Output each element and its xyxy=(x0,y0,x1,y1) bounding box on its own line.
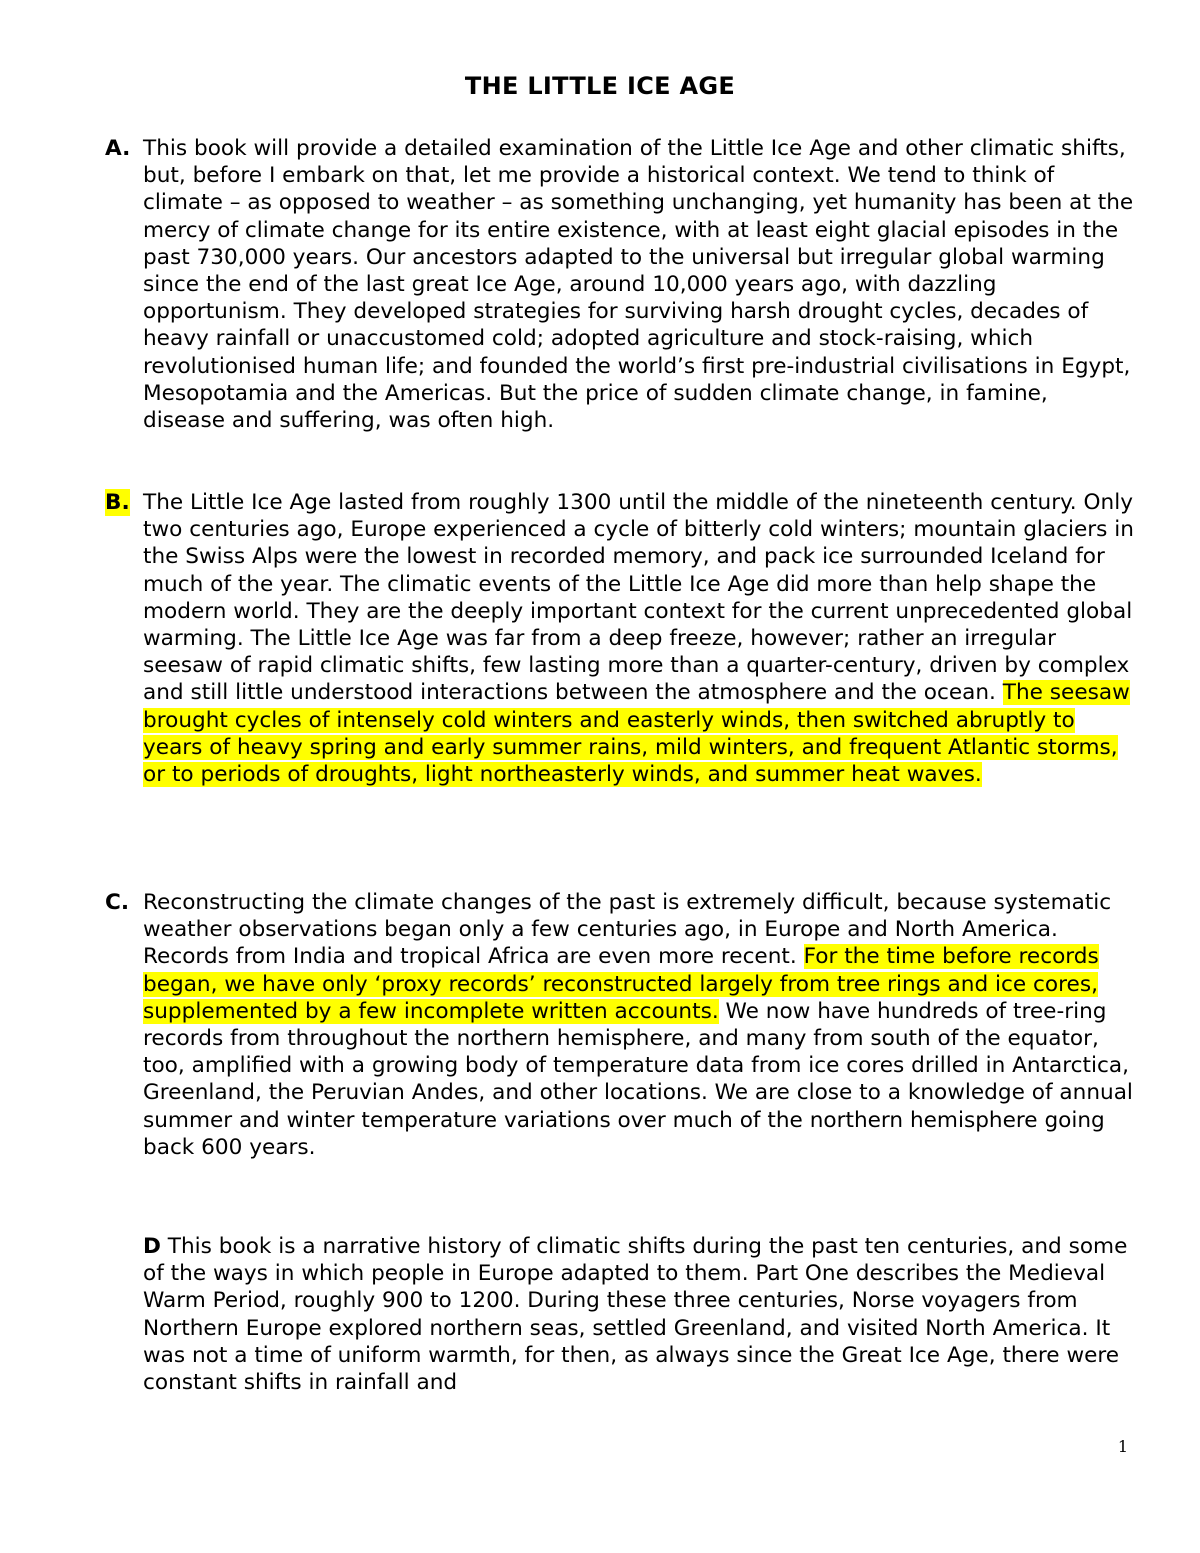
paragraph-d xyxy=(105,1233,1135,1396)
paragraph-marker-c: C. xyxy=(105,890,130,915)
document-title: THE LITTLE ICE AGE xyxy=(464,72,736,100)
paragraph-c-body xyxy=(143,889,1135,1161)
paragraph-c xyxy=(105,889,1135,1161)
paragraph-c-highlight: For the time before records began, we have only ‘proxy records’ reconstructed largely from tree rings and ice cores, supplemented by a few incomplete written accounts. xyxy=(143,944,1099,1024)
page-number: 1 xyxy=(1117,1437,1128,1456)
paragraph-b-highlight: The seesaw brought cycles of intensely cold winters and easterly winds, then switched abruptly to years of heavy spring and early summer rains, mild winters, and frequent Atlantic storms, or to periods of droughts, light northeasterly winds, and summer heat waves. xyxy=(143,680,1130,788)
paragraph-marker-b: B. xyxy=(105,490,130,515)
paragraph-b-body xyxy=(143,489,1135,788)
paragraph-d-body xyxy=(143,1233,1135,1396)
paragraph-b-text: The Little Ice Age lasted from roughly 1300 until the middle of the nineteenth century. Only two centuries ago, Europe experienced a cycle of bitterly cold winters; mountain glaciers in the Swiss Alps were the lowest in recorded memory, and pack ice surrounded Iceland for much of the year. The climatic events of the Little Ice Age did more than help shape the modern world. They are the deeply important context for the current unprecedented global warming. The Little Ice Age was far from a deep freeze, however; rather an irregular seesaw of rapid climatic shifts, few lasting more than a quarter-century, driven by complex and still little understood interactions between the atmosphere and the ocean. xyxy=(143,490,1134,706)
paragraph-marker-d: D xyxy=(143,1234,161,1259)
paragraph-a xyxy=(105,135,1135,434)
paragraph-marker-a: A. xyxy=(105,136,131,161)
paragraph-b xyxy=(105,489,1135,788)
paragraph-a-text: This book will provide a detailed examination of the Little Ice Age and other climatic shifts, but, before I embark on that, let me provide a historical context. We tend to think of climate – as opposed to weather – as something unchanging, yet humanity has been at the mercy of climate change for its entire existence, with at least eight glacial episodes in the past 730,000 years. Our ancestors adapted to the universal but irregular global warming since the end of the last great Ice Age, around 10,000 years ago, with dazzling opportunism. They developed strategies for surviving harsh drought cycles, decades of heavy rainfall or unaccustomed cold; adopted agriculture and stock-raising, which revolutionised human life; and founded the world’s first pre-industrial civilisations in Egypt, Mesopotamia and the Americas. But the price of sudden climate change, in famine, disease and suffering, was often high. xyxy=(143,136,1134,434)
paragraph-d-text: This book is a narrative history of climatic shifts during the past ten centuries, and some of the ways in which people in Europe adapted to them. Part One describes the Medieval Warm Period, roughly 900 to 1200. During these three centuries, Norse voyagers from Northern Europe explored northern seas, settled Greenland, and visited North America. It was not a time of uniform warmth, for then, as always since the Great Ice Age, there were constant shifts in rainfall and xyxy=(143,1234,1128,1396)
paragraph-c-text-after: We now have hundreds of tree-ring records from throughout the northern hemisphere, and many from south of the equator, too, amplified with a growing body of temperature data from ice cores drilled in Antarctica, Greenland, the Peruvian Andes, and other locations. We are close to a knowledge of annual summer and winter temperature variations over much of the northern hemisphere going back 600 years. xyxy=(143,998,1133,1160)
paragraph-c-text-before: Reconstructing the climate changes of the past is extremely difficult, because systematic weather observations began only a few centuries ago, in Europe and North America. Records from India and tropical Africa are even more recent. xyxy=(143,890,1112,970)
